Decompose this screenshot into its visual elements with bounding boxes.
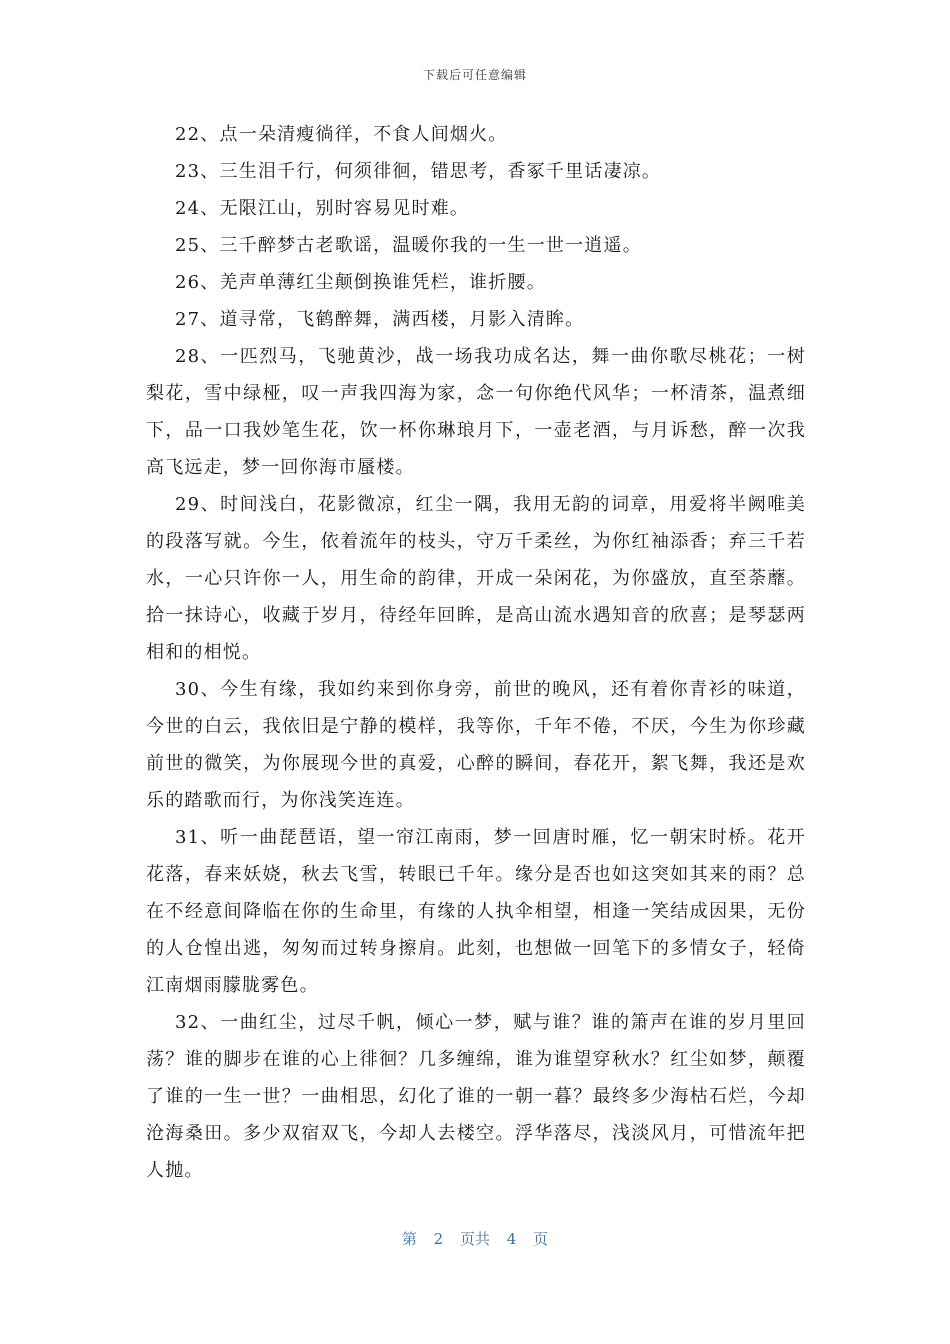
paragraph-32: 32、一曲红尘，过尽千帆，倾心一梦，赋与谁？谁的箫声在谁的岁月里回荡？谁的脚步在谁的心上徘徊？几多缠绵，谁为谁望穿秋水？红尘如梦，颠覆了谁的一生一世？一曲相思，幻化了谁的一朝一暮？最终多少海枯石烂，今却沧海桑田。多少双宿双飞，今却人去楼空。浮华落尽，浅淡风月，可惜流年把人抛。 <box>146 1012 806 1181</box>
page-suffix: 页 <box>533 1230 549 1248</box>
paragraph-27: 27、道寻常，飞鹤醉舞，满西楼，月影入清眸。 <box>175 309 585 330</box>
page-total-number: 4 <box>506 1230 517 1248</box>
paragraph-29: 29、时间浅白，花影微凉，红尘一隅，我用无韵的词章，用爱将半阙唯美的段落写就。今生，依着流年的枝头，守万千柔丝，为你红袖添香；弃三千若水，一心只许你一人，用生命的韵律，开成一朵闲花，为你盛放，直至荼蘼。拾一抹诗心，收藏于岁月，待经年回眸，是高山流水遇知音的欣喜；是琴瑟两相和的相悦。 <box>146 494 806 663</box>
paragraph-30: 30、今生有缘，我如约来到你身旁，前世的晚风，还有着你青衫的味道，今世的白云，我依旧是宁静的模样，我等你，千年不倦，不厌，今生为你珍藏前世的微笑，为你展现今世的真爱，心醉的瞬间，春花开，絮飞舞，我还是欢乐的踏歌而行，为你浅笑连连。 <box>146 679 806 811</box>
paragraph-24: 24、无限江山，别时容易见时难。 <box>175 198 470 219</box>
page-current-number: 2 <box>433 1230 444 1248</box>
paragraph-26: 26、羌声单薄红尘颠倒换谁凭栏，谁折腰。 <box>175 272 546 293</box>
paragraph-31: 31、听一曲琵琶语，望一帘江南雨，梦一回唐时雁，忆一朝宋时桥。花开花落，春来妖娆，秋去飞雪，转眼已千年。缘分是否也如这突如其来的雨？总在不经意间降临在你的生命里，有缘的人执伞相望，相逢一笑结成因果，无份的人仓惶出逃，匆匆而过转身擦肩。此刻，也想做一回笔下的多情女子，轻倚江南烟雨朦胧雾色。 <box>146 827 806 996</box>
page-prefix: 第 <box>401 1230 417 1248</box>
paragraph-22: 22、点一朵清瘦徜徉，不食人间烟火。 <box>175 124 508 145</box>
paragraph-23: 23、三生泪千行，何须徘徊，错思考，香冢千里话凄凉。 <box>175 161 662 182</box>
page-middle: 页共 <box>459 1230 490 1248</box>
paragraph-28: 28、一匹烈马，飞驰黄沙，战一场我功成名达，舞一曲你歌尽桃花；一树梨花，雪中绿桠，叹一声我四海为家，念一句你绝代风华；一杯清茶，温煮细下，品一口我妙笔生花，饮一杯你琳琅月下，一壶老酒，与月诉愁，醉一次我高飞远走，梦一回你海市蜃楼。 <box>146 346 806 478</box>
document-body <box>146 116 806 1189</box>
page-footer <box>0 1228 950 1249</box>
paragraph-25: 25、三千醉梦古老歌谣，温暖你我的一生一世一逍遥。 <box>175 235 642 256</box>
page-header: 下载后可任意编辑 <box>422 68 527 82</box>
